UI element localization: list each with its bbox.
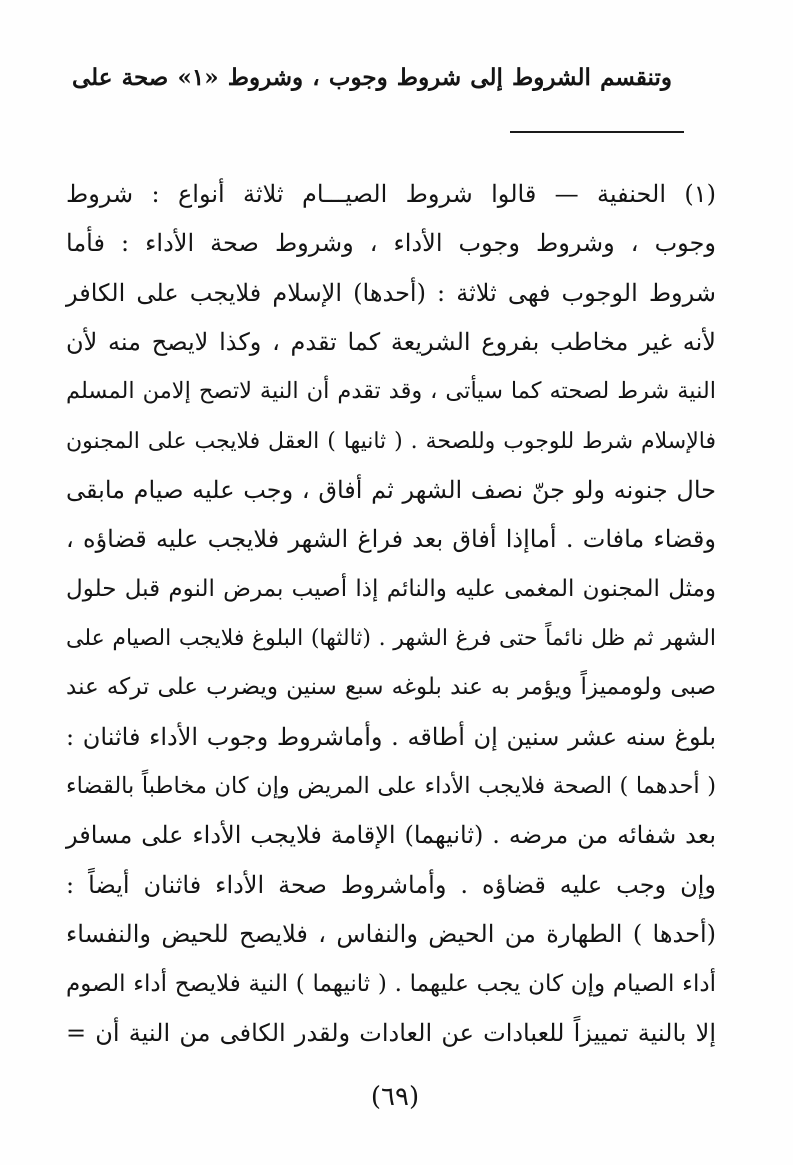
footnote-line: وإن وجب عليه قضاؤه . وأماشروط صحة الأداء فاثنان أيضاً : xyxy=(66,870,716,899)
page-number: (٦٩) xyxy=(370,1082,420,1112)
footnote-line: ومثل المجنون المغمى عليه والنائم إذا أصيب بمرض النوم قبل حلول xyxy=(66,575,716,602)
footnote-line: فالإسلام شرط للوجوب وللصحة . ( ثانيها ) العقل فلايجب على المجنون xyxy=(66,428,716,454)
footnote-line: وجوب ، وشروط وجوب الأداء ، وشروط صحة الأداء : فأما xyxy=(66,229,716,258)
footnote-line: ( أحدهما ) الصحة فلايجب الأداء على المريض وإن كان مخاطباً بالقضاء xyxy=(66,773,716,800)
footnote-line: حال جنونه ولو جنّ نصف الشهر ثم أفاق ، وجب عليه صيام مابقى xyxy=(66,476,716,505)
footnote-line: الشهر ثم ظل نائماً حتى فرغ الشهر . (ثالثها) البلوغ فلايجب الصيام على xyxy=(66,626,716,652)
footnote-line: وقضاء مافات . أماإذا أفاق بعد فراغ الشهر فلايجب عليه قضاؤه ، xyxy=(66,525,716,554)
footnote-line: لأنه غير مخاطب بفروع الشريعة كما تقدم ، وكذا لايصح منه لأن xyxy=(66,328,716,357)
footnote-line: إلا بالنية تمييزاً للعبادات عن العادات ولقدر الكافى من النية أن = xyxy=(66,1018,716,1047)
footnote-line: أداء الصيام وإن كان يجب عليهما . ( ثانيهما ) النية فلايصح أداء الصوم xyxy=(66,970,716,997)
main-text-line: وتنقسم الشروط إلى شروط وجوب ، وشروط «١» صحة على xyxy=(72,64,672,91)
footnote-divider xyxy=(510,131,684,133)
footnote-line: النية شرط لصحته كما سيأتى ، وقد تقدم أن النية لاتصح إلامن المسلم xyxy=(66,378,716,405)
footnote-block xyxy=(66,170,716,1058)
footnote-line: صبى ولومميزاً ويؤمر به عند بلوغه سبع سنين ويضرب على تركه عند xyxy=(66,674,716,701)
footnote-line: بعد شفائه من مرضه . (ثانيهما) الإقامة فلايجب الأداء على مسافر xyxy=(66,821,716,850)
footnote-line: (أحدها ) الطهارة من الحيض والنفاس ، فلايصح للحيض والنفساء xyxy=(66,920,716,949)
footnote-line: (١) الحنفية — قالوا شروط الصيـــام ثلاثة أنواع : شروط xyxy=(66,180,716,208)
footnote-line: شروط الوجوب فهى ثلاثة : (أحدها) الإسلام فلايجب على الكافر xyxy=(66,278,716,307)
footnote-line: بلوغ سنه عشر سنين إن أطاقه . وأماشروط وجوب الأداء فاثنان : xyxy=(66,722,716,751)
